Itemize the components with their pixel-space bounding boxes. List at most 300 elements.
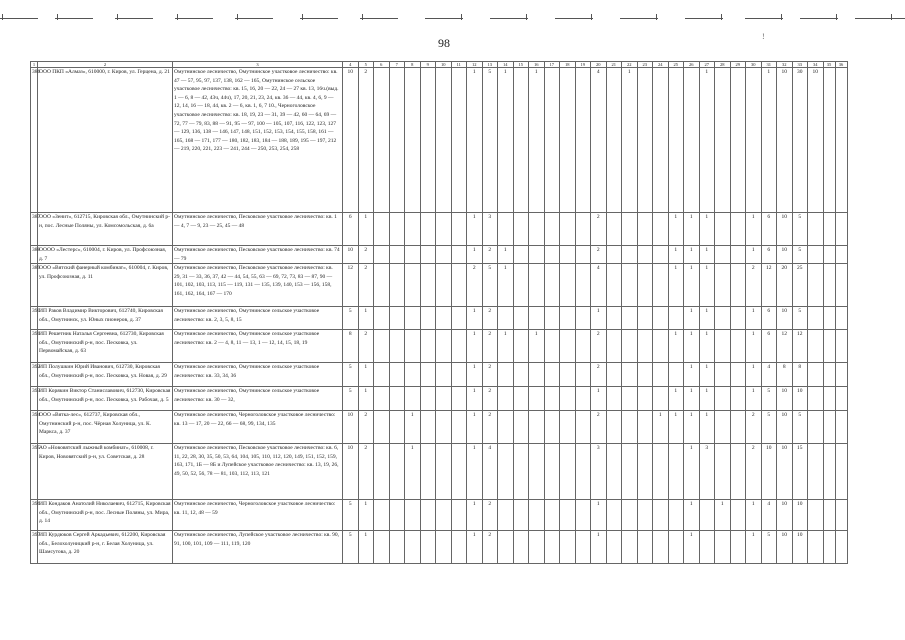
value-cell: 1	[668, 264, 684, 307]
value-cell	[730, 387, 746, 411]
value-cell	[389, 307, 405, 330]
column-number-cell: 11	[451, 62, 467, 68]
binder-line	[745, 18, 783, 19]
value-cell	[451, 330, 467, 363]
value-cell	[730, 500, 746, 531]
forest-plot-description-cell: Омутнинское лесничество, Черноголовское участковое лесничество: кв. 13 — 17, 20 — 22, 66 — 68, 99, 134, 135	[173, 411, 343, 444]
value-cell: 1	[498, 264, 514, 307]
value-cell	[451, 246, 467, 264]
value-cell: 1	[591, 500, 607, 531]
binder-line	[55, 18, 93, 19]
value-cell	[405, 213, 421, 246]
value-cell: 2	[482, 330, 498, 363]
value-cell	[575, 363, 591, 387]
organization-cell: АО «Нововятский лыжный комбинат», 610008, г. Киров, Нововятский р-н, ул. Советская, д. 28	[38, 444, 173, 500]
organization-cell: ИП Курдюков Сергей Аркадьевич, 612200, Кировская обл., Белохолуницкий р-н, г. Белая Холуница, ул. Шамсутова, д. 20	[38, 531, 173, 564]
value-cell	[420, 363, 436, 387]
value-cell	[529, 411, 545, 444]
value-cell	[389, 387, 405, 411]
value-cell: 2	[358, 444, 374, 500]
value-cell	[835, 307, 847, 330]
value-cell	[637, 246, 653, 264]
row-number-cell: 391	[31, 330, 38, 363]
value-cell	[835, 363, 847, 387]
value-cell	[823, 500, 835, 531]
value-cell	[544, 68, 560, 213]
value-cell	[715, 213, 731, 246]
value-cell	[560, 531, 576, 564]
forest-plot-description-cell: Омутнинское лесничество, Омутнинское сельское участковое лесничество: кв. 33, 34, 36	[173, 363, 343, 387]
value-cell: 5	[482, 68, 498, 213]
value-cell	[498, 531, 514, 564]
value-cell: 1	[653, 411, 669, 444]
value-cell	[560, 213, 576, 246]
value-cell: 15	[792, 444, 808, 500]
value-cell: 2	[746, 264, 762, 307]
value-cell	[436, 330, 452, 363]
value-cell: 1	[684, 411, 700, 444]
value-cell: 2	[482, 531, 498, 564]
column-number-cell: 15	[513, 62, 529, 68]
value-cell	[808, 363, 824, 387]
column-number-cell: 17	[544, 62, 560, 68]
value-cell	[374, 531, 390, 564]
value-cell	[808, 307, 824, 330]
row-number-cell: 397	[31, 531, 38, 564]
value-cell: 10	[777, 531, 793, 564]
value-cell	[606, 363, 622, 387]
column-number-cell: 6	[374, 62, 390, 68]
value-cell	[622, 307, 638, 330]
value-cell	[808, 411, 824, 444]
value-cell	[730, 68, 746, 213]
value-cell	[560, 411, 576, 444]
binder-tick	[721, 14, 722, 20]
row-number-cell: 386	[31, 68, 38, 213]
organization-cell: ИП Полушкин Юрий Иванович, 612730, Кировская обл., Омутнинский р-н, пос. Песковка, ул. Новая, д. 29	[38, 363, 173, 387]
column-number-cell: 31	[761, 62, 777, 68]
table-row	[31, 246, 848, 264]
value-cell	[835, 330, 847, 363]
value-cell: 10	[777, 213, 793, 246]
value-cell: 1	[746, 387, 762, 411]
value-cell	[498, 307, 514, 330]
value-cell	[374, 68, 390, 213]
value-cell	[808, 246, 824, 264]
value-cell	[823, 246, 835, 264]
value-cell	[405, 363, 421, 387]
value-cell	[730, 307, 746, 330]
value-cell: 2	[591, 363, 607, 387]
value-cell: 1	[498, 246, 514, 264]
value-cell	[808, 213, 824, 246]
value-cell	[575, 444, 591, 500]
value-cell	[451, 213, 467, 246]
value-cell: 1	[668, 213, 684, 246]
value-cell	[653, 307, 669, 330]
value-cell	[668, 500, 684, 531]
column-number-cell: 8	[405, 62, 421, 68]
row-number-cell: 387	[31, 213, 38, 246]
value-cell	[637, 213, 653, 246]
value-cell	[436, 307, 452, 330]
value-cell	[606, 500, 622, 531]
value-cell	[653, 246, 669, 264]
value-cell: 1	[699, 213, 715, 246]
value-cell	[637, 500, 653, 531]
value-cell	[575, 500, 591, 531]
value-cell: 1	[699, 411, 715, 444]
value-cell: 1	[622, 68, 638, 213]
value-cell	[374, 387, 390, 411]
value-cell	[513, 411, 529, 444]
value-cell	[389, 213, 405, 246]
binder-tick	[57, 14, 58, 20]
value-cell: 10	[808, 68, 824, 213]
value-cell	[730, 330, 746, 363]
value-cell: 6	[761, 246, 777, 264]
value-cell: 1	[668, 411, 684, 444]
value-cell	[746, 68, 762, 213]
value-cell	[436, 363, 452, 387]
value-cell	[730, 531, 746, 564]
value-cell	[622, 330, 638, 363]
value-cell	[622, 444, 638, 500]
value-cell: 1	[746, 363, 762, 387]
value-cell	[498, 363, 514, 387]
value-cell: 2	[746, 444, 762, 500]
value-cell: 25	[792, 264, 808, 307]
column-number-cell: 9	[420, 62, 436, 68]
value-cell	[730, 444, 746, 500]
value-cell: 2	[746, 411, 762, 444]
value-cell: 12	[792, 330, 808, 363]
value-cell: 8	[343, 330, 359, 363]
value-cell	[389, 330, 405, 363]
value-cell	[420, 330, 436, 363]
value-cell	[420, 531, 436, 564]
value-cell	[622, 387, 638, 411]
value-cell: 1	[358, 387, 374, 411]
table-row	[31, 213, 848, 246]
column-number-cell: 33	[792, 62, 808, 68]
value-cell	[374, 264, 390, 307]
value-cell	[808, 500, 824, 531]
binder-tick	[591, 14, 592, 20]
value-cell	[835, 444, 847, 500]
value-cell	[389, 411, 405, 444]
value-cell	[823, 363, 835, 387]
value-cell	[653, 500, 669, 531]
binder-line	[855, 18, 905, 19]
value-cell	[715, 307, 731, 330]
value-cell	[513, 68, 529, 213]
value-cell	[653, 330, 669, 363]
value-cell: 5	[482, 264, 498, 307]
value-cell	[575, 246, 591, 264]
value-cell	[622, 213, 638, 246]
column-number-cell: 14	[498, 62, 514, 68]
value-cell	[606, 444, 622, 500]
binder-tick	[237, 14, 238, 20]
value-cell	[823, 264, 835, 307]
value-cell	[513, 213, 529, 246]
value-cell: 1	[746, 246, 762, 264]
value-cell: 2	[482, 500, 498, 531]
value-cell: 2	[358, 330, 374, 363]
value-cell: 5	[761, 531, 777, 564]
binder-line	[555, 18, 593, 19]
value-cell	[622, 264, 638, 307]
value-cell	[606, 531, 622, 564]
value-cell	[575, 68, 591, 213]
value-cell	[715, 387, 731, 411]
value-cell	[637, 330, 653, 363]
value-cell	[823, 531, 835, 564]
value-cell: 1	[746, 500, 762, 531]
value-cell	[560, 246, 576, 264]
row-number-cell: 393	[31, 387, 38, 411]
value-cell	[823, 68, 835, 213]
value-cell	[835, 213, 847, 246]
value-cell	[451, 68, 467, 213]
value-cell: 1	[699, 363, 715, 387]
value-cell	[420, 307, 436, 330]
value-cell: 1	[467, 330, 483, 363]
value-cell	[653, 444, 669, 500]
value-cell	[374, 411, 390, 444]
value-cell: 1	[358, 363, 374, 387]
value-cell	[374, 500, 390, 531]
value-cell	[513, 387, 529, 411]
value-cell	[451, 387, 467, 411]
value-cell: 1	[591, 531, 607, 564]
value-cell	[560, 264, 576, 307]
value-cell: 10	[777, 411, 793, 444]
binder-line	[115, 18, 153, 19]
binder-tick	[117, 14, 118, 20]
value-cell	[637, 363, 653, 387]
value-cell: 1	[358, 213, 374, 246]
binder-line	[300, 18, 338, 19]
binder-tick	[836, 14, 837, 20]
value-cell: 1	[699, 68, 715, 213]
value-cell	[668, 68, 684, 213]
value-cell	[436, 213, 452, 246]
value-cell	[575, 307, 591, 330]
value-cell	[835, 264, 847, 307]
value-cell	[653, 213, 669, 246]
value-cell: 2	[358, 68, 374, 213]
value-cell	[637, 411, 653, 444]
value-cell: 10	[761, 444, 777, 500]
value-cell	[637, 68, 653, 213]
value-cell	[622, 531, 638, 564]
value-cell	[699, 500, 715, 531]
value-cell: 1	[467, 363, 483, 387]
value-cell	[498, 213, 514, 246]
value-cell: 5	[343, 387, 359, 411]
value-cell	[606, 307, 622, 330]
column-number-cell: 34	[808, 62, 824, 68]
value-cell	[637, 387, 653, 411]
value-cell	[823, 444, 835, 500]
value-cell: 1	[684, 444, 700, 500]
value-cell: 1	[467, 531, 483, 564]
value-cell	[389, 264, 405, 307]
value-cell	[730, 264, 746, 307]
table-row	[31, 330, 848, 363]
value-cell: 1	[529, 330, 545, 363]
value-cell	[730, 363, 746, 387]
value-cell	[544, 213, 560, 246]
forest-plot-description-cell: Омутнинское лесничество, Омутнинское участковое лесничество: кв. 47 — 57, 95, 97, 137, 138, 162 — 165, Омутнинское сельское участковое лесничество: кв. 15, 16, 20 — 22, 24 — 27 кв. 13, 16ч.(выд. 1 — 6, 8 — 42, 43ч, 44ч), 17, 20, 21, 23, 24, кв. 36 — 44, кв. 4, 6, 9 — 12, 14, 16 — 18, 44, кв. 2 — 6, кв. 1, 6, 7 10., Черноголовское участковое лесничество: кв. 18, 19, 23 — 31, 39 — 42, 60 — 64, 69 — 72, 77 — 79, 83, 88 — 91, 95 — 97, 100 — 105, 107, 116, 122, 123, 127 — 129, 136, 138 — 146, 147, 148, 151, 152, 153, 154, 155, 158, 161 — 165, 168 — 171, 177 — 180, 182, 183, 184 — 188, 189, 195 — 197, 212 — 219, 220, 221, 223 — 241, 244 — 250, 253, 254, 258	[173, 68, 343, 213]
column-number-cell: 22	[622, 62, 638, 68]
value-cell	[420, 387, 436, 411]
value-cell: 10	[343, 444, 359, 500]
value-cell: 2	[482, 246, 498, 264]
column-number-cell: 7	[389, 62, 405, 68]
column-number-cell: 4	[343, 62, 359, 68]
value-cell	[560, 307, 576, 330]
value-cell	[405, 264, 421, 307]
value-cell	[405, 68, 421, 213]
value-cell: 2	[591, 411, 607, 444]
value-cell: 2	[482, 411, 498, 444]
value-cell	[808, 264, 824, 307]
value-cell	[668, 531, 684, 564]
value-cell	[389, 246, 405, 264]
value-cell	[715, 330, 731, 363]
value-cell: 1	[498, 68, 514, 213]
forest-plot-description-cell: Омутнинское лесничество, Омутнинское сельское участковое лесничество: кв. 2, 3, 5, 8, 15	[173, 307, 343, 330]
value-cell: 1	[684, 213, 700, 246]
binder-line	[800, 18, 838, 19]
value-cell	[575, 411, 591, 444]
value-cell: 10	[343, 411, 359, 444]
value-cell	[835, 246, 847, 264]
column-number-cell: 12	[467, 62, 483, 68]
value-cell	[436, 531, 452, 564]
value-cell	[529, 500, 545, 531]
column-number-cell: 19	[575, 62, 591, 68]
value-cell: 1	[358, 307, 374, 330]
column-number-cell: 1	[31, 62, 38, 68]
register-table	[30, 61, 848, 564]
column-number-cell: 2	[38, 62, 173, 68]
value-cell	[436, 264, 452, 307]
value-cell	[544, 531, 560, 564]
value-cell	[405, 500, 421, 531]
value-cell	[374, 213, 390, 246]
table-row	[31, 531, 848, 564]
value-cell	[389, 531, 405, 564]
value-cell: 12	[777, 330, 793, 363]
binder-line	[360, 18, 398, 19]
value-cell: 5	[343, 500, 359, 531]
value-cell: 1	[699, 330, 715, 363]
organization-cell: ООО «Зенит», 612715, Кировская обл., Омутнинский р-н, пос. Лесные Поляны, ул. Комсомольская, д. 6а	[38, 213, 173, 246]
value-cell	[668, 444, 684, 500]
value-cell	[389, 68, 405, 213]
value-cell	[498, 500, 514, 531]
binder-tick	[2, 14, 3, 20]
value-cell: 10	[343, 68, 359, 213]
binder-tick	[177, 14, 178, 20]
value-cell	[560, 330, 576, 363]
value-cell	[622, 411, 638, 444]
value-cell: 6	[761, 307, 777, 330]
value-cell: 5	[343, 307, 359, 330]
value-cell	[451, 307, 467, 330]
value-cell	[606, 411, 622, 444]
organization-cell: ИП Корякин Виктор Станиславович, 612730, Кировская обл., Омутнинский р-н, пос. Песковка, ул. Рабочая, д. 5	[38, 387, 173, 411]
value-cell: 1	[591, 387, 607, 411]
value-cell	[808, 531, 824, 564]
value-cell	[374, 363, 390, 387]
value-cell: 20	[777, 264, 793, 307]
binder-tick	[891, 14, 892, 20]
value-cell	[498, 387, 514, 411]
column-number-cell: 24	[653, 62, 669, 68]
value-cell	[544, 444, 560, 500]
value-cell	[451, 363, 467, 387]
row-number-cell: 390	[31, 307, 38, 330]
value-cell: 10	[777, 246, 793, 264]
value-cell	[436, 444, 452, 500]
value-cell: 1	[746, 330, 762, 363]
value-cell	[529, 531, 545, 564]
value-cell: 4	[591, 264, 607, 307]
column-number-cell: 5	[358, 62, 374, 68]
value-cell: 1	[699, 307, 715, 330]
forest-plot-description-cell: Омутнинское лесничество, Черноголовское участковое лесничество: кв. 11, 12, 48 — 59	[173, 500, 343, 531]
forest-plot-description-cell: Омутнинское лесничество, Лупейское участковое лесничество: кв. 90, 91, 100, 101, 109 — 111, 119, 120	[173, 531, 343, 564]
value-cell	[389, 444, 405, 500]
binder-tick	[781, 14, 782, 20]
value-cell	[498, 444, 514, 500]
binder-line	[490, 18, 528, 19]
binder-tick	[302, 14, 303, 20]
value-cell	[405, 387, 421, 411]
value-cell	[513, 531, 529, 564]
value-cell	[823, 307, 835, 330]
table-row	[31, 307, 848, 330]
value-cell	[730, 246, 746, 264]
value-cell	[622, 246, 638, 264]
value-cell: 1	[684, 387, 700, 411]
value-cell: 2	[358, 264, 374, 307]
value-cell	[575, 531, 591, 564]
value-cell: 5	[792, 411, 808, 444]
value-cell	[544, 500, 560, 531]
value-cell	[529, 387, 545, 411]
value-cell	[835, 387, 847, 411]
value-cell: 10	[792, 500, 808, 531]
value-cell: 10	[777, 387, 793, 411]
value-cell	[513, 500, 529, 531]
value-cell	[513, 307, 529, 330]
value-cell	[544, 330, 560, 363]
value-cell	[637, 307, 653, 330]
value-cell	[653, 363, 669, 387]
column-number-cell: 36	[835, 62, 847, 68]
value-cell: 1	[405, 411, 421, 444]
value-cell: 5	[343, 531, 359, 564]
row-number-cell: 396	[31, 500, 38, 531]
value-cell: 2	[591, 330, 607, 363]
value-cell	[823, 411, 835, 444]
